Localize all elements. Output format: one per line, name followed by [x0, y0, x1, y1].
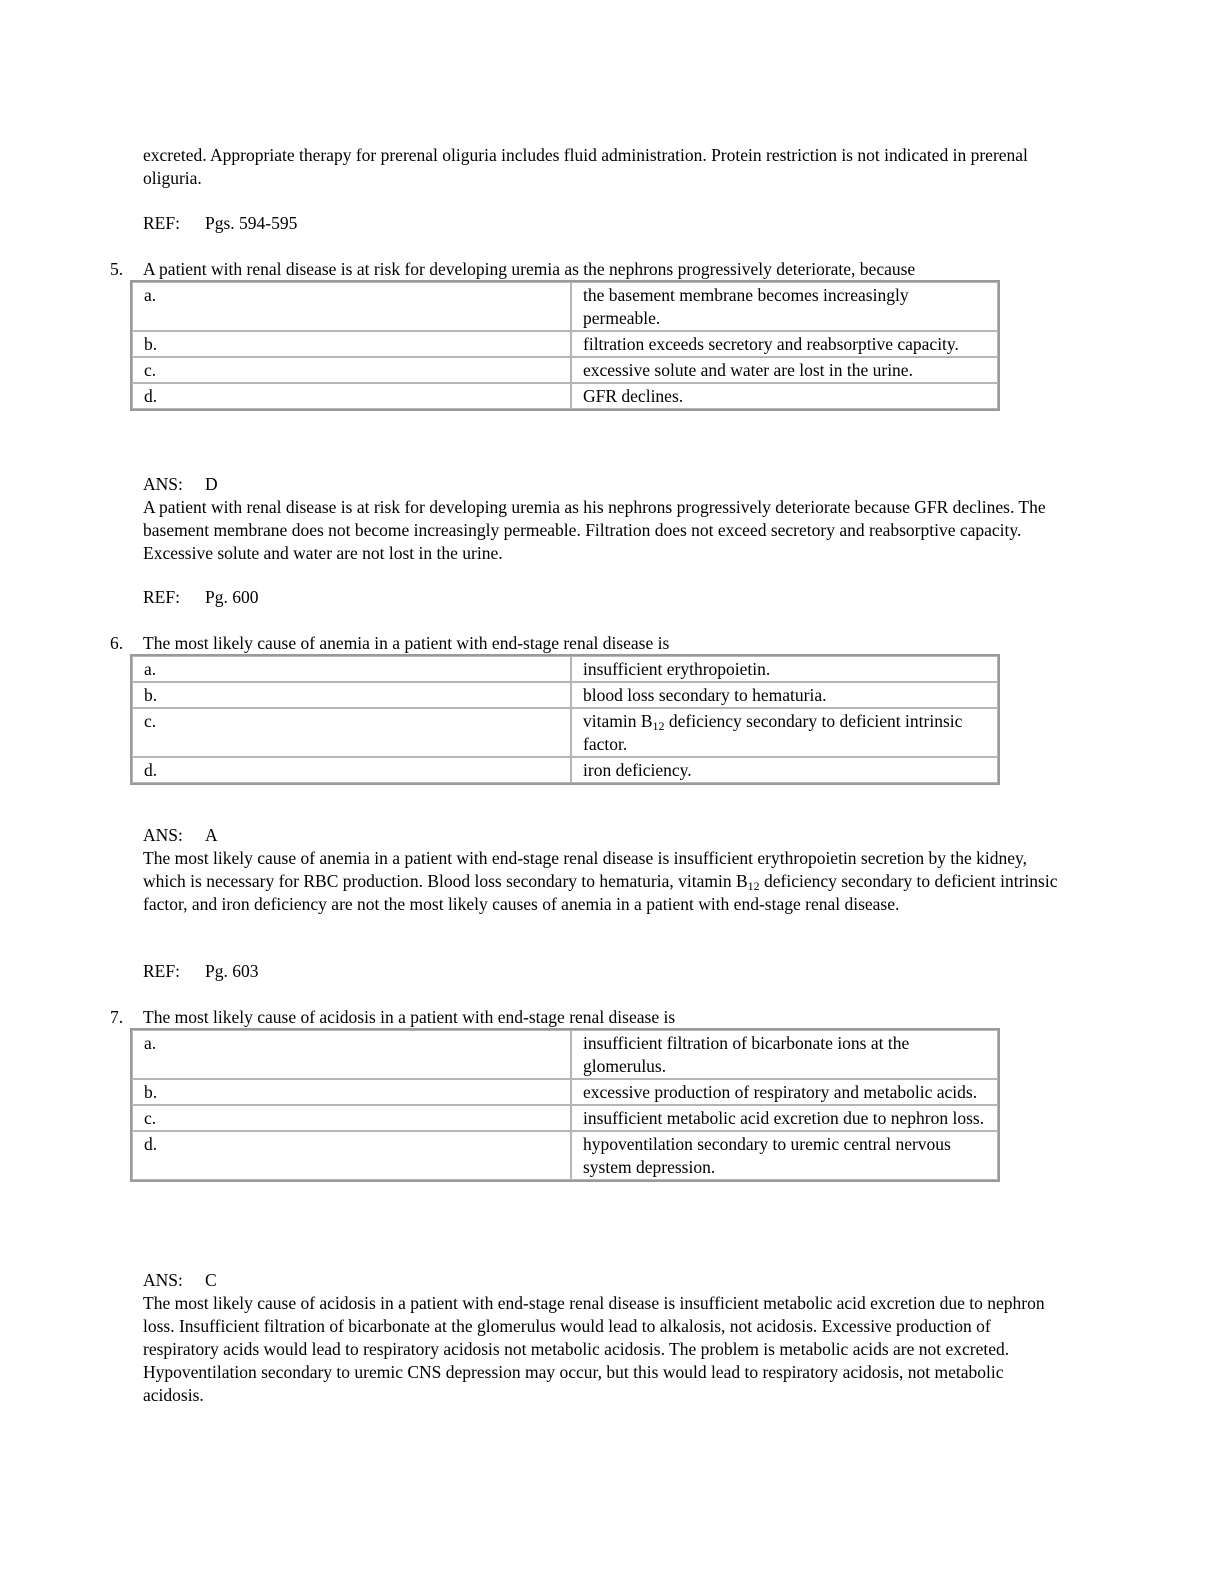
- subscript: 12: [747, 879, 760, 893]
- ref-value: Pg. 600: [205, 587, 259, 607]
- question-7-choices: [130, 1028, 1000, 1182]
- choice-letter: a.: [132, 1030, 571, 1079]
- choice-text: insufficient metabolic acid excretion due to nephron loss.: [571, 1105, 998, 1131]
- question-5-choices: [130, 280, 1000, 411]
- rationale: A patient with renal disease is at risk for developing uremia as his nephrons progressively deteriorate because GFR declines. The basement membrane does not become increasingly permeable. Filtration does not exceed secretory and reabsorptive capacity. Excessive solute and water are not lost in the urine.: [143, 497, 1046, 563]
- choice-text-part: deficiency secondary to deficient intrinsic factor.: [583, 711, 963, 754]
- choice-letter: b.: [132, 682, 571, 708]
- choice-row: [132, 1030, 998, 1079]
- choice-text: blood loss secondary to hematuria.: [571, 682, 998, 708]
- choice-letter: d.: [132, 383, 571, 409]
- question-6-ref: [143, 960, 258, 983]
- question-text: The most likely cause of anemia in a patient with end-stage renal disease is: [143, 633, 670, 653]
- question-number: 6.: [110, 633, 124, 653]
- choice-text: hypoventilation secondary to uremic central nervous system depression.: [571, 1131, 998, 1180]
- choice-row: [132, 656, 998, 682]
- intro-paragraph: excreted. Appropriate therapy for prerenal oliguria includes fluid administration. Protein restriction is not indicated in prerenal oliguria.: [143, 145, 1028, 188]
- ref-value: Pgs. 594-595: [205, 213, 298, 233]
- choice-letter: c.: [132, 1105, 571, 1131]
- question-6-answer: [143, 824, 1063, 916]
- question-6-stem: [110, 632, 1070, 655]
- choice-row: [132, 708, 998, 757]
- choice-letter: a.: [132, 656, 571, 682]
- question-7-answer: [143, 1269, 1063, 1407]
- question-text: A patient with renal disease is at risk for developing uremia as the nephrons progressively deteriorate, because: [143, 259, 916, 279]
- ref-value: Pg. 603: [205, 961, 259, 981]
- question-5-answer: [143, 473, 1063, 565]
- choice-text: GFR declines.: [571, 383, 998, 409]
- choice-row: [132, 1131, 998, 1180]
- ans-label: ANS:: [143, 825, 183, 845]
- choice-row: [132, 682, 998, 708]
- question-5-ref: [143, 586, 258, 609]
- choice-row: [132, 1105, 998, 1131]
- choice-text-part: vitamin B: [583, 711, 653, 731]
- choice-text: insufficient filtration of bicarbonate ions at the glomerulus.: [571, 1030, 998, 1079]
- choice-letter: d.: [132, 757, 571, 783]
- rationale: [143, 847, 1063, 916]
- ref-label: REF:: [143, 961, 180, 981]
- answer-key: C: [205, 1270, 217, 1290]
- question-7-stem: [110, 1006, 1070, 1029]
- choice-text: the basement membrane becomes increasingly permeable.: [571, 282, 998, 331]
- rationale-part: deficiency secondary to deficient intrinsic factor, and iron deficiency are not the most likely causes of anemia in a patient with end-stage renal disease.: [143, 871, 1058, 914]
- subscript: 12: [652, 719, 665, 733]
- choice-letter: c.: [132, 357, 571, 383]
- ref-label: REF:: [143, 213, 180, 233]
- choice-text: iron deficiency.: [571, 757, 998, 783]
- choice-row: [132, 1079, 998, 1105]
- choice-text: excessive solute and water are lost in the urine.: [571, 357, 998, 383]
- question-text: The most likely cause of acidosis in a patient with end-stage renal disease is: [143, 1007, 676, 1027]
- choice-text: insufficient erythropoietin.: [571, 656, 998, 682]
- choice-letter: a.: [132, 282, 571, 331]
- choice-row: [132, 757, 998, 783]
- choice-text: [571, 708, 998, 757]
- choice-letter: b.: [132, 331, 571, 357]
- rationale: The most likely cause of acidosis in a patient with end-stage renal disease is insufficient metabolic acid excretion due to nephron loss. Insufficient filtration of bicarbonate at the glomerulus would lead to alkalosis, not acidosis. Excessive production of respiratory acids would lead to respiratory acidosis not metabolic acidosis. The problem is metabolic acids are not excreted. Hypoventilation secondary to uremic CNS depression may occur, but this would lead to respiratory acidosis, not metabolic acidosis.: [143, 1293, 1045, 1405]
- intro-ref: [143, 212, 297, 235]
- rationale-part: The most likely cause of anemia in a patient with end-stage renal disease is insufficient erythropoietin secretion by the kidney, which is necessary for RBC production. Blood loss secondary to hematuria, vitamin B: [143, 848, 1027, 891]
- choice-row: [132, 383, 998, 409]
- question-6-choices: [130, 654, 1000, 785]
- choice-letter: c.: [132, 708, 571, 757]
- ans-label: ANS:: [143, 1270, 183, 1290]
- choice-row: [132, 282, 998, 331]
- answer-key: D: [205, 474, 218, 494]
- answer-key: A: [205, 825, 218, 845]
- choice-text: excessive production of respiratory and metabolic acids.: [571, 1079, 998, 1105]
- choice-row: [132, 331, 998, 357]
- question-5-stem: [110, 258, 1070, 281]
- question-number: 5.: [110, 259, 124, 279]
- choice-text: filtration exceeds secretory and reabsorptive capacity.: [571, 331, 998, 357]
- choice-letter: d.: [132, 1131, 571, 1180]
- ref-label: REF:: [143, 587, 180, 607]
- question-number: 7.: [110, 1007, 124, 1027]
- choice-row: [132, 357, 998, 383]
- ans-label: ANS:: [143, 474, 183, 494]
- choice-letter: b.: [132, 1079, 571, 1105]
